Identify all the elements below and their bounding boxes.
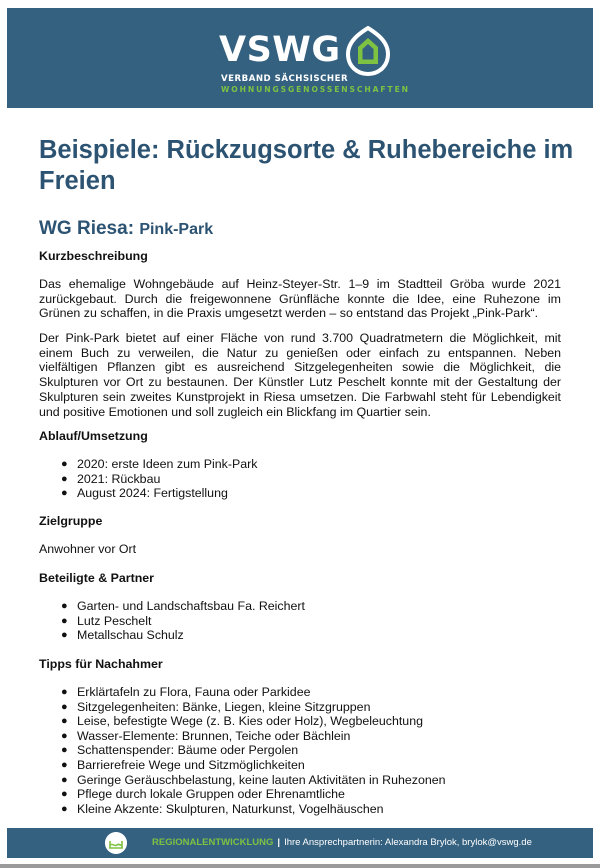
bullet-icon: ● <box>61 773 68 786</box>
footer-category: REGIONALENTWICKLUNG <box>152 837 274 848</box>
list-item: ● Pflege durch lokale Gruppen oder Ehrenamtliche <box>61 787 345 802</box>
heading-tipps: Tipps für Nachahmer <box>39 657 163 671</box>
page-title: Beispiele: Rückzugsorte & Ruhebereiche im Freien <box>39 136 574 195</box>
ablauf-list <box>39 457 257 501</box>
bullet-icon: ● <box>61 758 68 771</box>
house-in-ring-icon <box>344 26 392 76</box>
logo-wordmark: VSWG <box>219 30 341 70</box>
bullet-icon: ● <box>61 729 68 742</box>
list-item: ● Leise, befestigte Wege (z. B. Kies oder Holz), Wegbeleuchtung <box>61 714 423 729</box>
logo-line-wohnungsgenossenschaften: WOHNUNGSGENOSSENSCHAFTEN <box>221 85 410 94</box>
vswg-logo <box>219 24 410 104</box>
heading-ablauf: Ablauf/Umsetzung <box>39 429 148 443</box>
subtitle-prefix: WG Riesa: <box>39 218 140 239</box>
footer-separator: | <box>277 837 281 848</box>
list-item: ● Sitzgelegenheiten: Bänke, Liegen, kleine Sitzgruppen <box>61 699 371 714</box>
bullet-icon: ● <box>61 802 68 815</box>
list-item: ● Barrierefreie Wege und Sitzmöglichkeiten <box>61 757 305 772</box>
footer-contact-line <box>152 837 532 848</box>
tipps-list <box>39 685 446 816</box>
list-item: ● 2020: erste Ideen zum Pink-Park <box>61 457 258 471</box>
bullet-icon: ● <box>61 686 68 698</box>
bullet-icon: ● <box>61 487 68 500</box>
bullet-icon: ● <box>61 600 68 612</box>
list-item: ● 2021: Rückbau <box>61 471 161 486</box>
list-item: ● Lutz Peschelt <box>61 613 152 628</box>
partner-list <box>39 599 305 643</box>
subtitle-project-name: Pink-Park <box>139 221 214 238</box>
bullet-icon: ● <box>61 700 68 713</box>
list-item: ● Erklärtafeln zu Flora, Fauna oder Parkidee <box>61 685 311 699</box>
list-item: ● Wasser-Elemente: Brunnen, Teiche oder Bächlein <box>61 728 351 743</box>
bullet-icon: ● <box>61 744 68 757</box>
bullet-icon: ● <box>61 788 68 801</box>
bottom-edge-strip <box>0 864 600 868</box>
list-item: ● Kleine Akzente: Skulpturen, Naturkunst, Vogelhäuschen <box>61 801 384 816</box>
list-item: ● Metallschau Schulz <box>61 628 184 643</box>
bullet-icon: ● <box>61 614 68 627</box>
header-banner <box>7 8 593 108</box>
footer-banner <box>7 828 593 858</box>
bullet-icon: ● <box>61 715 68 728</box>
list-item: ● Garten- und Landschaftsbau Fa. Reichert <box>61 599 305 613</box>
logo-line-verband: VERBAND SÄCHSISCHER <box>221 74 349 84</box>
list-item: ● Schattenspender: Bäume oder Pergolen <box>61 743 299 758</box>
heading-kurzbeschreibung: Kurzbeschreibung <box>39 249 148 263</box>
paragraph-intro: Das ehemalige Wohngebäude auf Heinz-Steyer-Str. 1–9 im Stadtteil Gröba wurde 2021 zurückgebaut. Durch die freigewonnene Grünfläche konnte die Idee, eine Ruhezone im Grünen zu schaffen, in die Praxis umgesetzt werden – so entstand das Projekt „Pink-Park“. <box>39 277 561 321</box>
regional-development-icon <box>105 832 127 854</box>
footer-contact: Ihre Ansprechpartnerin: Alexandra Brylok, brylok@vswg.de <box>284 837 532 848</box>
bullet-icon: ● <box>61 458 68 470</box>
paragraph-description: Der Pink-Park bietet auf einer Fläche von rund 3.700 Quadratmetern die Möglichkeit, mit einem Buch zu verweilen, die Natur zu genießen oder einfach zu entspannen. Neben vielfältigen Pflanzen gibt es ausreichend Sitzgelegenheiten sowie die Möglichkeit, die Skulpturen vor Ort zu bestaunen. Der Künstler Lutz Peschelt konnte mit der Gestaltung der Skulpturen sein zweites Kunstprojekt in Riesa umsetzen. Die Farbwahl steht für Lebendigkeit und positive Emotionen und soll zugleich ein Blickfang im Quartier sein. <box>39 331 561 419</box>
bullet-icon: ● <box>61 629 68 642</box>
zielgruppe-text: Anwohner vor Ort <box>39 542 137 556</box>
heading-partner: Beteiligte & Partner <box>39 571 154 585</box>
list-item: ● August 2024: Fertigstellung <box>61 486 228 501</box>
list-item: ● Geringe Geräuschbelastung, keine lauten Aktivitäten in Ruhezonen <box>61 772 446 787</box>
project-subtitle <box>39 213 213 241</box>
bullet-icon: ● <box>61 472 68 485</box>
heading-zielgruppe: Zielgruppe <box>39 514 103 528</box>
